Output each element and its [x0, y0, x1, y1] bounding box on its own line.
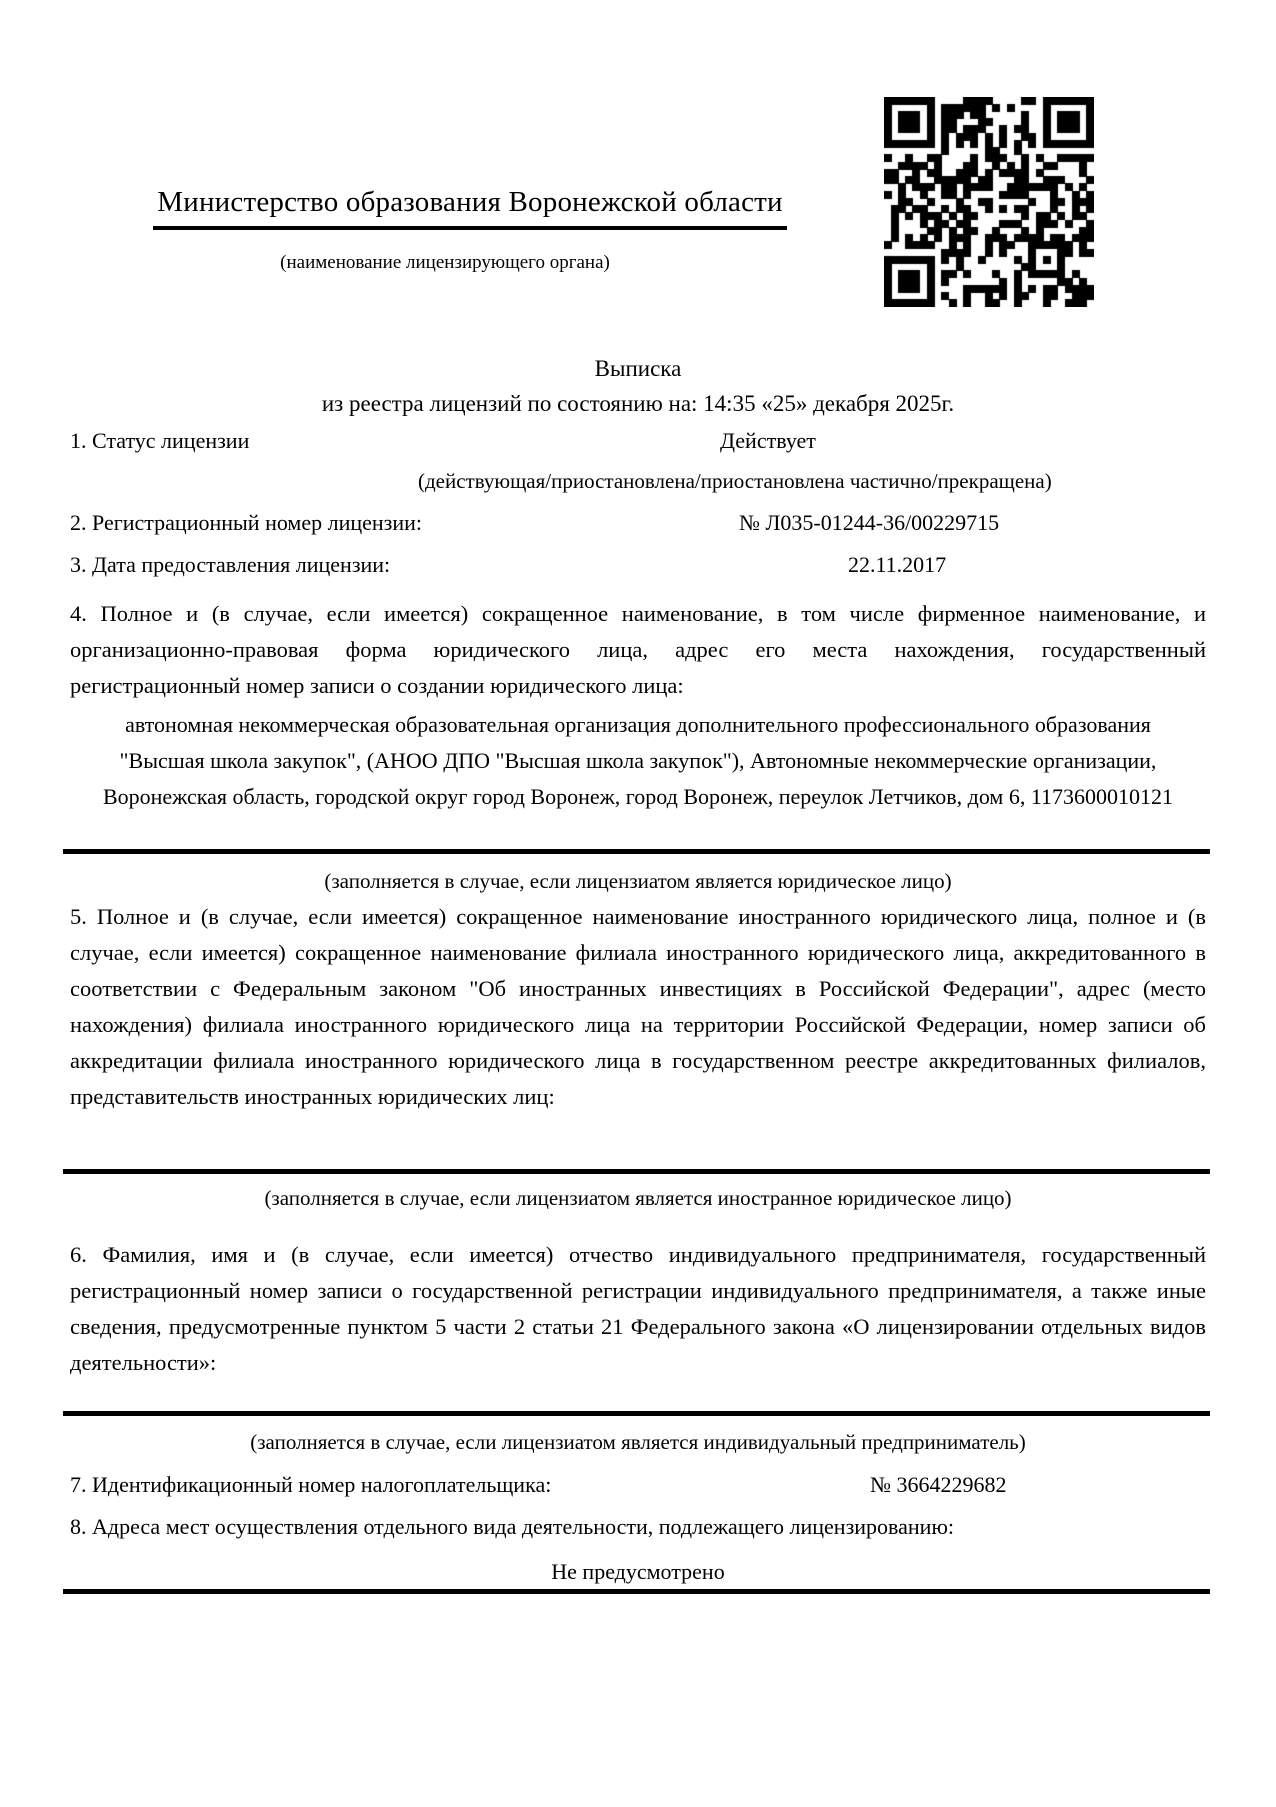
- separator-line: [63, 1589, 1210, 1594]
- addresses-label: 8. Адреса мест осуществления отдельного вида деятельности, подлежащего лицензированию:: [70, 1514, 954, 1539]
- license-status-value: Действует: [720, 428, 816, 453]
- licensing-authority-name: Министерство образования Воронежской области: [153, 186, 787, 230]
- foreign-entity-label: 5. Полное и (в случае, если имеется) сокращенное наименование иностранного юридического лица, полное и (в случае, если имеется) сокращенное наименование филиала иностранного юридического лица, аккредитованного в соответствии с Федеральным законом "Об иностранных инвестициях в Российской Федерации", адрес (место нахождения) филиала иностранного юридического лица на территории Российской Федерации, номер записи об аккредитации филиала иностранного юридического лица в государственном реестре аккредитованных филиалов, представительств иностранных юридических лиц:: [70, 904, 1206, 1109]
- registration-number-value: № Л035-01244-36/00229715: [739, 510, 1000, 535]
- foreign-entity-caption: (заполняется в случае, если лицензиатом является иностранное юридическое лицо): [264, 1186, 1012, 1210]
- legal-entity-caption: (заполняется в случае, если лицензиатом является юридическое лицо): [324, 869, 952, 893]
- taxpayer-number-value: № 3664229682: [870, 1472, 1007, 1497]
- licensing-authority-title: [60, 186, 880, 230]
- license-status-caption: (действующая/приостановлена/приостановлена частично/прекращена): [418, 469, 1052, 493]
- row-license-status: [70, 428, 1210, 454]
- license-status-label: 1. Статус лицензии: [70, 428, 250, 453]
- registration-number-label: 2. Регистрационный номер лицензии:: [70, 510, 423, 535]
- taxpayer-number-label: 7. Идентификационный номер налогоплательщика:: [70, 1472, 552, 1497]
- entrepreneur-label: 6. Фамилия, имя и (в случае, если имеется) отчество индивидуального предпринимателя, государственный регистрационный номер записи о государственной регистрации индивидуального предпринимателя, а также иные сведения, предусмотренные пунктом 5 части 2 статьи 21 Федерального закона «О лицензировании отдельных видов деятельности»:: [70, 1242, 1206, 1375]
- legal-entity-value: автономная некоммерческая образовательная организация дополнительного профессионального образования "Высшая школа закупок", (АНОО ДПО "Высшая школа закупок"), Автономные некоммерческие организации, Воронежская область, городской округ город Воронеж, город Воронеж, переулок Летчиков, дом 6, 1173600010121: [102, 712, 1174, 809]
- separator-line: [63, 1169, 1210, 1174]
- entrepreneur-caption: (заполняется в случае, если лицензиатом является индивидуальный предприниматель): [250, 1430, 1026, 1454]
- licensing-authority-caption: (наименование лицензирующего органа): [280, 252, 610, 273]
- legal-entity-label: 4. Полное и (в случае, если имеется) сокращенное наименование, в том числе фирменное наименование, и организационно-правовая форма юридического лица, адрес его места нахождения, государственный регистрационный номер записи о создании юридического лица:: [70, 601, 1206, 698]
- grant-date-value: 22.11.2017: [848, 552, 947, 577]
- row-grant-date: [70, 552, 1210, 578]
- document-title: Выписка: [594, 356, 682, 381]
- row-registration-number: [70, 510, 1210, 536]
- addresses-value: Не предусмотрено: [551, 1559, 725, 1584]
- separator-line: [63, 1411, 1210, 1416]
- row-taxpayer-number: [70, 1472, 1210, 1498]
- grant-date-label: 3. Дата предоставления лицензии:: [70, 552, 391, 577]
- qr-code-icon: [884, 97, 1094, 307]
- document-subtitle: из реестра лицензий по состоянию на: 14:35 «25» декабря 2025г.: [321, 391, 955, 416]
- separator-line: [63, 849, 1210, 854]
